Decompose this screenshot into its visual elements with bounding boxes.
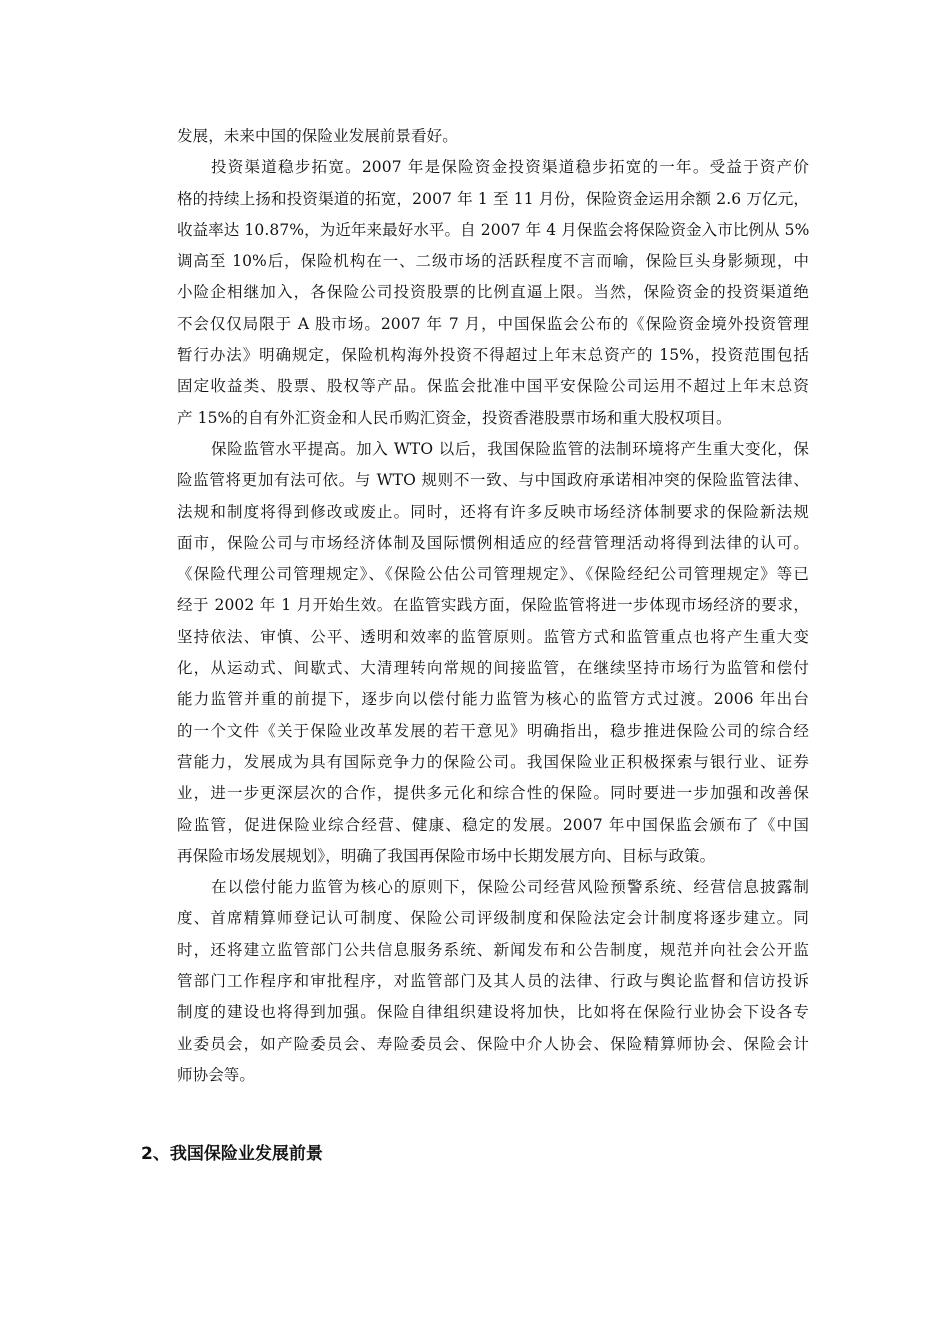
- text-line: 格的持续上扬和投资渠道的拓宽，2007 年 1 至 11 月份，保险资金运用余额 2.6 万亿元，: [177, 189, 809, 208]
- text-line: 收益率达 10.87%，为近年来最好水平。自 2007 年 4 月保监会将保险资金入市比例从 5%: [177, 220, 810, 239]
- text-line: 经于 2002 年 1 月开始生效。在监管实践方面，保险监管将进一步体现市场经济的要求，: [177, 596, 809, 615]
- text-line: 面市，保险公司与市场经济体制及国际惯例相适应的经营管理活动将得到法律的认可。: [177, 533, 809, 552]
- paragraph-first-line: 投资渠道稳步拓宽。2007 年是保险资金投资渠道稳步拓宽的一年。受益于资产价: [211, 158, 809, 177]
- document-body: [177, 121, 809, 1091]
- text-line: 营能力，发展成为具有国际竞争力的保险公司。我国保险业正积极探索与银行业、证券: [177, 752, 809, 771]
- text-line: 险监管，促进保险业综合经营、健康、稳定的发展。2007 年中国保监会颁布了《中国: [177, 815, 809, 834]
- text-line: 坚持依法、审慎、公平、透明和效率的监管原则。监管方式和监管重点也将产生重大变: [177, 627, 809, 646]
- text-line: 不会仅仅局限于 A 股市场。2007 年 7 月，中国保监会公布的《保险资金境外投资管理: [177, 314, 809, 333]
- text-line: 化，从运动式、间歇式、大清理转向常规的间接监管，在继续坚持市场行为监管和偿付: [177, 659, 809, 678]
- text-line: 发展，未来中国的保险业发展前景看好。: [177, 127, 458, 145]
- text-line: 暂行办法》明确规定，保险机构海外投资不得超过上年末总资产的 15%，投资范围包括: [177, 346, 809, 365]
- text-line: 再保险市场发展规划》，明确了我国再保险市场中长期发展方向、目标与政策。: [177, 846, 716, 865]
- text-line: 时，还将建立监管部门公共信息服务系统、新闻发布和公告制度，规范并向社会公开监: [177, 940, 809, 959]
- text-line: 产 15%的自有外汇资金和人民币购汇资金，投资香港股票市场和重大股权项目。: [177, 408, 732, 427]
- text-line: 师协会等。: [177, 1065, 256, 1084]
- paragraph-first-line: 保险监管水平提高。加入 WTO 以后，我国保险监管的法制环境将产生重大变化，保: [211, 439, 809, 458]
- text-line: 调高至 10%后，保险机构在一、二级市场的活跃程度不言而喻，保险巨头身影频现，中: [177, 252, 809, 271]
- text-line: 管部门工作程序和审批程序，对监管部门及其人员的法律、行政与舆论监督和信访投诉: [177, 972, 809, 991]
- text-line: 能力监管并重的前提下，逐步向以偿付能力监管为核心的监管方式过渡。2006 年出台: [177, 690, 809, 709]
- text-line: 法规和制度将得到修改或废止。同时，还将有许多反映市场经济体制要求的保险新法规: [177, 502, 809, 521]
- text-line: 《保险代理公司管理规定》、《保险公估公司管理规定》、《保险经纪公司管理规定》等已: [177, 565, 809, 584]
- text-line: 制度的建设也将得到加强。保险自律组织建设将加快，比如将在保险行业协会下设各专: [177, 1003, 809, 1022]
- text-line: 业，进一步更深层次的合作，提供多元化和综合性的保险。同时要进一步加强和改善保: [177, 784, 809, 803]
- text-line: 小险企相继加入，各保险公司投资股票的比例直逼上限。当然，保险资金的投资渠道绝: [177, 283, 809, 302]
- text-line: 的一个文件《关于保险业改革发展的若干意见》明确指出，稳步推进保险公司的综合经: [177, 721, 809, 740]
- text-line: 固定收益类、股票、股权等产品。保监会批准中国平安保险公司运用不超过上年末总资: [177, 377, 809, 396]
- text-line: 险监管将更加有法可依。与 WTO 规则不一致、与中国政府承诺相冲突的保险监管法律、: [177, 471, 809, 490]
- paragraph-first-line: 在以偿付能力监管为核心的原则下，保险公司经营风险预警系统、经营信息披露制: [211, 878, 809, 897]
- section-heading: 2、我国保险业发展前景: [141, 1144, 323, 1164]
- text-line: 度、首席精算师登记认可制度、保险公司评级制度和保险法定会计制度将逐步建立。同: [177, 909, 809, 928]
- text-line: 业委员会，如产险委员会、寿险委员会、保险中介人协会、保险精算师协会、保险会计: [177, 1034, 809, 1053]
